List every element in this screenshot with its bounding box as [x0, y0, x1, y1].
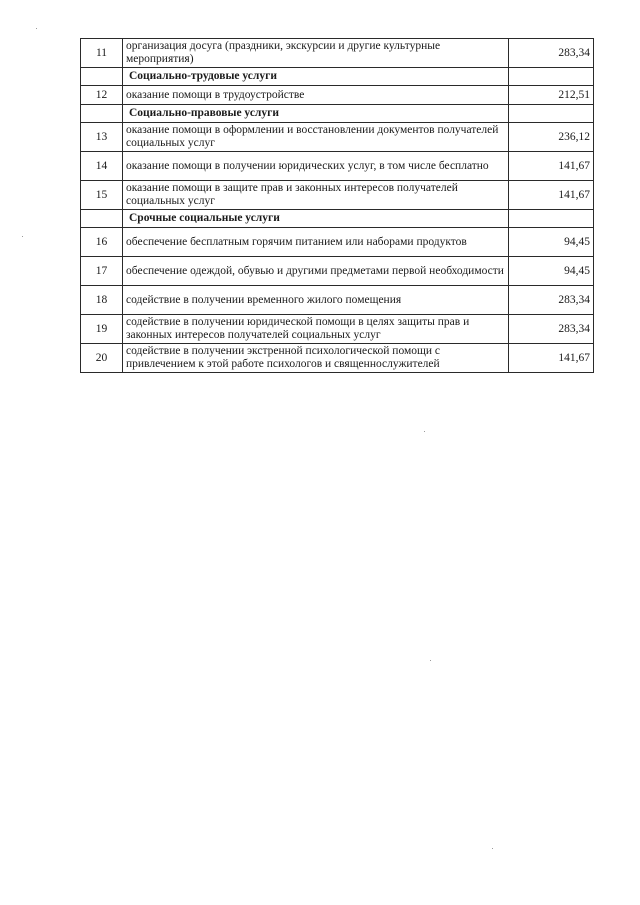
service-name: содействие в получении экстренной психологической помощи с привлечением к этой работе психологов и священнослужителей: [123, 344, 509, 373]
service-name: обеспечение бесплатным горячим питанием или наборами продуктов: [123, 228, 509, 257]
table-row: [81, 123, 594, 152]
service-price: 141,67: [509, 152, 594, 181]
row-number: 13: [81, 123, 123, 152]
table-row: [81, 86, 594, 105]
service-name: содействие в получении юридической помощи в целях защиты прав и законных интересов получателей социальных услуг: [123, 315, 509, 344]
scan-speck: [492, 848, 493, 849]
table-body: [81, 39, 594, 373]
row-number: 18: [81, 286, 123, 315]
scan-speck: [36, 28, 37, 29]
service-price: 236,12: [509, 123, 594, 152]
service-name: оказание помощи в трудоустройстве: [123, 86, 509, 105]
price-cell-empty: [509, 68, 594, 86]
table-row: [81, 152, 594, 181]
row-number: 20: [81, 344, 123, 373]
row-number: 16: [81, 228, 123, 257]
row-number: 11: [81, 39, 123, 68]
service-name: оказание помощи в защите прав и законных интересов получателей социальных услуг: [123, 181, 509, 210]
service-price: 94,45: [509, 257, 594, 286]
service-price: 212,51: [509, 86, 594, 105]
scan-speck: [22, 236, 23, 237]
services-price-table: [80, 38, 594, 373]
service-price: 283,34: [509, 286, 594, 315]
service-name: организация досуга (праздники, экскурсии и другие культурные мероприятия): [123, 39, 509, 68]
service-name: оказание помощи в оформлении и восстановлении документов получателей социальных услуг: [123, 123, 509, 152]
section-title: Социально-правовые услуги: [123, 105, 509, 123]
table-row: [81, 181, 594, 210]
row-number: 14: [81, 152, 123, 181]
table-row: [81, 315, 594, 344]
section-header-row: [81, 68, 594, 86]
row-number-cell-empty: [81, 210, 123, 228]
table-row: [81, 39, 594, 68]
row-number: 17: [81, 257, 123, 286]
price-cell-empty: [509, 105, 594, 123]
table-row: [81, 286, 594, 315]
row-number: 15: [81, 181, 123, 210]
table-row: [81, 257, 594, 286]
price-cell-empty: [509, 210, 594, 228]
service-price: 283,34: [509, 39, 594, 68]
table-row: [81, 344, 594, 373]
service-price: 141,67: [509, 181, 594, 210]
row-number-cell-empty: [81, 105, 123, 123]
service-price: 141,67: [509, 344, 594, 373]
row-number: 19: [81, 315, 123, 344]
row-number-cell-empty: [81, 68, 123, 86]
service-name: обеспечение одеждой, обувью и другими предметами первой необходимости: [123, 257, 509, 286]
service-price: 283,34: [509, 315, 594, 344]
section-title: Срочные социальные услуги: [123, 210, 509, 228]
table-row: [81, 228, 594, 257]
section-header-row: [81, 105, 594, 123]
section-header-row: [81, 210, 594, 228]
service-name: содействие в получении временного жилого помещения: [123, 286, 509, 315]
row-number: 12: [81, 86, 123, 105]
service-name: оказание помощи в получении юридических услуг, в том числе бесплатно: [123, 152, 509, 181]
scan-speck: [430, 660, 431, 661]
service-price: 94,45: [509, 228, 594, 257]
scan-speck: [424, 431, 425, 432]
section-title: Социально-трудовые услуги: [123, 68, 509, 86]
